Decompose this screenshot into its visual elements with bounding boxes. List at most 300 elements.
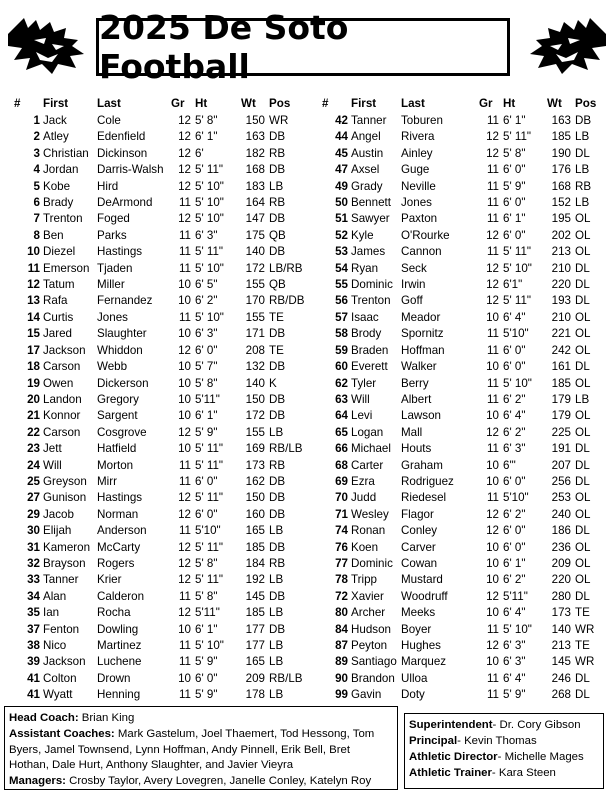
player-last-name: Hatfield <box>97 442 137 456</box>
player-position: DB <box>269 360 286 374</box>
player-weight: 150 <box>245 392 265 406</box>
table-row <box>322 671 597 687</box>
player-position: DB <box>269 474 286 488</box>
player-height: 5' 10" <box>195 261 224 275</box>
player-last-name: Carver <box>401 540 436 554</box>
player-position: RB <box>269 458 286 472</box>
table-row <box>14 277 309 293</box>
player-last-name: Cosgrove <box>97 425 147 439</box>
player-grade: 11 <box>486 343 499 357</box>
player-grade: 10 <box>486 474 499 488</box>
player-weight: 165 <box>245 655 265 669</box>
player-first-name: Will <box>351 392 370 406</box>
player-weight: 185 <box>551 130 571 144</box>
player-number: 3 <box>33 146 40 160</box>
player-last-name: Irwin <box>401 278 426 292</box>
player-weight: 152 <box>551 196 571 210</box>
player-number: 89 <box>335 655 348 669</box>
player-height: 5' 9" <box>503 688 526 702</box>
player-number: 34 <box>27 589 40 603</box>
table-row <box>322 392 597 408</box>
table-row <box>14 589 309 605</box>
player-position: DB <box>269 491 286 505</box>
player-grade: 10 <box>486 540 499 554</box>
player-height: 5' 8" <box>195 114 218 127</box>
player-height: 6' 4" <box>503 310 526 324</box>
player-grade: 10 <box>178 360 191 374</box>
player-weight: 165 <box>245 524 265 538</box>
table-row <box>322 556 597 572</box>
player-last-name: Jones <box>97 310 128 324</box>
player-weight: 177 <box>245 622 265 636</box>
player-number: 4 <box>33 163 40 177</box>
player-height: 6' 4" <box>503 606 526 620</box>
player-last-name: Spornitz <box>401 327 444 341</box>
player-grade: 11 <box>486 688 499 702</box>
player-weight: 185 <box>551 376 571 390</box>
player-last-name: Hird <box>97 179 119 193</box>
player-number: 2 <box>33 130 40 144</box>
player-number: 66 <box>335 442 348 456</box>
player-height: 5' 8" <box>195 556 218 570</box>
header-gr: Gr <box>479 97 493 111</box>
table-row <box>322 523 597 539</box>
player-position: DB <box>269 245 286 259</box>
player-last-name: Goff <box>401 294 423 308</box>
player-number: 37 <box>27 622 40 636</box>
header-ht: Ht <box>195 97 208 111</box>
player-weight: 185 <box>245 606 265 620</box>
player-weight: 253 <box>551 491 571 505</box>
player-number: 12 <box>27 278 40 292</box>
player-weight: 280 <box>551 589 571 603</box>
player-grade: 10 <box>178 622 191 636</box>
player-position: WR <box>269 114 289 127</box>
player-position: LB <box>269 425 284 439</box>
managers-names: Crosby Taylor, Avery Lovegren, Janelle Conley, Katelyn Roy <box>65 775 372 788</box>
table-row <box>14 622 309 638</box>
player-grade: 12 <box>486 425 499 439</box>
table-row <box>14 293 309 309</box>
player-first-name: Brandon <box>351 671 395 685</box>
table-row <box>322 441 597 457</box>
player-position: WR <box>575 655 595 669</box>
player-first-name: Landon <box>43 392 82 406</box>
player-position: DB <box>269 327 286 341</box>
player-first-name: Carter <box>351 458 384 472</box>
player-last-name: Hoffman <box>401 343 445 357</box>
player-grade: 11 <box>486 376 499 390</box>
player-position: LB <box>575 130 590 144</box>
player-number: 53 <box>335 245 348 259</box>
header-ht: Ht <box>503 97 516 111</box>
player-height: 5' 10" <box>503 376 532 390</box>
player-height: 6' 0" <box>195 343 218 357</box>
header-num: # <box>322 97 329 111</box>
player-weight: 236 <box>551 540 571 554</box>
player-last-name: Seck <box>401 261 427 275</box>
player-height: 6'1" <box>503 278 523 292</box>
player-first-name: James <box>351 245 386 259</box>
header-wt: Wt <box>241 97 256 111</box>
player-grade: 10 <box>486 606 499 620</box>
table-row <box>14 408 309 424</box>
player-height: 5' 11" <box>503 130 532 144</box>
player-number: 42 <box>335 114 348 127</box>
table-row <box>322 277 597 293</box>
player-height: 6' 3" <box>503 655 526 669</box>
table-row <box>14 540 309 556</box>
player-number: 38 <box>27 639 40 652</box>
table-row <box>14 376 309 392</box>
player-number: 13 <box>27 294 40 308</box>
player-position: OL <box>575 310 591 324</box>
player-weight: 155 <box>245 310 265 324</box>
player-height: 5' 11" <box>195 245 224 259</box>
player-position: TE <box>575 639 590 652</box>
table-row <box>322 408 597 424</box>
player-grade: 11 <box>486 196 499 210</box>
player-grade: 12 <box>178 146 191 160</box>
player-last-name: McCarty <box>97 540 141 554</box>
player-position: OL <box>575 556 591 570</box>
player-weight: 210 <box>551 261 571 275</box>
player-last-name: DeArmond <box>97 196 153 210</box>
player-first-name: Brody <box>351 327 382 341</box>
player-weight: 176 <box>551 163 571 177</box>
player-weight: 145 <box>551 655 571 669</box>
player-number: 68 <box>335 458 348 472</box>
table-row <box>14 671 309 687</box>
player-grade: 12 <box>178 425 191 439</box>
table-row <box>322 179 597 195</box>
player-weight: 163 <box>551 114 571 127</box>
table-row <box>14 129 309 145</box>
player-last-name: Rocha <box>97 606 131 620</box>
header-last: Last <box>401 97 425 111</box>
superintendent-line <box>409 717 599 733</box>
header-first: First <box>43 97 69 111</box>
player-weight: 163 <box>245 130 265 144</box>
player-number: 27 <box>27 491 40 505</box>
player-last-name: Boyer <box>401 622 432 636</box>
player-position: OL <box>575 409 591 423</box>
player-weight: 170 <box>245 294 265 308</box>
player-number: 10 <box>27 245 40 259</box>
player-position: DL <box>575 589 590 603</box>
player-last-name: Drown <box>97 671 131 685</box>
player-number: 18 <box>27 360 40 374</box>
table-row <box>14 244 309 260</box>
player-number: 22 <box>27 425 40 439</box>
table-row <box>14 605 309 621</box>
player-last-name: Gregory <box>97 392 139 406</box>
player-first-name: Peyton <box>351 639 388 652</box>
player-number: 65 <box>335 425 348 439</box>
player-height: 5'11" <box>503 589 528 603</box>
table-row <box>14 654 309 670</box>
player-first-name: Ronan <box>351 524 386 538</box>
player-number: 5 <box>33 179 40 193</box>
player-first-name: Carson <box>43 425 81 439</box>
player-grade: 12 <box>178 130 191 144</box>
player-height: 5' 9" <box>195 688 218 702</box>
player-weight: 210 <box>551 310 571 324</box>
player-number: 59 <box>335 343 348 357</box>
header-wt: Wt <box>547 97 562 111</box>
player-last-name: Whiddon <box>97 343 143 357</box>
player-first-name: Will <box>43 458 62 472</box>
player-number: 41 <box>27 688 40 702</box>
player-grade: 12 <box>178 212 191 226</box>
table-row <box>14 556 309 572</box>
player-height: 5' 10" <box>195 310 224 324</box>
player-weight: 186 <box>551 524 571 538</box>
player-position: RB/DB <box>269 294 305 308</box>
player-grade: 11 <box>486 491 499 505</box>
player-position: LB <box>575 196 590 210</box>
player-first-name: Hudson <box>351 622 391 636</box>
player-grade: 12 <box>178 573 191 587</box>
table-row <box>322 638 597 654</box>
player-number: 64 <box>335 409 348 423</box>
player-weight: 268 <box>551 688 571 702</box>
player-first-name: Dominic <box>351 556 393 570</box>
header-pos: Pos <box>575 97 597 111</box>
player-position: OL <box>575 376 591 390</box>
player-weight: 132 <box>245 360 265 374</box>
player-position: OL <box>575 507 591 521</box>
table-row <box>14 638 309 654</box>
player-number: 8 <box>33 228 40 242</box>
player-number: 7 <box>33 212 40 226</box>
player-last-name: Darris-Walsh <box>97 163 164 177</box>
table-row <box>14 523 309 539</box>
player-grade: 12 <box>486 524 499 538</box>
player-position: DL <box>575 278 590 292</box>
player-weight: 220 <box>551 573 571 587</box>
player-position: DL <box>575 442 590 456</box>
player-weight: 171 <box>245 327 265 341</box>
player-height: 6' 0" <box>503 474 526 488</box>
player-number: 77 <box>335 556 348 570</box>
player-last-name: Dickerson <box>97 376 149 390</box>
player-number: 63 <box>335 392 348 406</box>
player-position: OL <box>575 212 591 226</box>
player-height: 5'11" <box>195 392 220 406</box>
player-height: 5' 8" <box>195 589 218 603</box>
athletic-director-line <box>409 749 599 765</box>
player-weight: 213 <box>551 639 571 652</box>
player-last-name: Flagor <box>401 507 434 521</box>
player-first-name: Curtis <box>43 310 74 324</box>
player-position: LB <box>269 524 284 538</box>
player-grade: 12 <box>178 606 191 620</box>
player-weight: 202 <box>551 228 571 242</box>
player-height: 5' 8" <box>503 146 526 160</box>
player-weight: 175 <box>245 228 265 242</box>
table-row <box>322 293 597 309</box>
table-row <box>14 392 309 408</box>
player-grade: 11 <box>486 671 499 685</box>
player-weight: 208 <box>245 343 265 357</box>
player-number: 29 <box>27 507 40 521</box>
player-height: 5' 9" <box>195 425 218 439</box>
player-weight: 177 <box>245 639 265 652</box>
player-first-name: Brayson <box>43 556 86 570</box>
player-number: 54 <box>335 261 348 275</box>
player-height: 5' 10" <box>195 212 224 226</box>
player-weight: 161 <box>551 360 571 374</box>
table-row <box>322 359 597 375</box>
player-grade: 12 <box>486 278 499 292</box>
player-weight: 242 <box>551 343 571 357</box>
player-height: 6' 0" <box>503 343 526 357</box>
page-title: 2025 De Soto Football <box>96 18 510 76</box>
player-height: 6' 2" <box>503 392 526 406</box>
administration-box <box>404 713 604 789</box>
player-grade: 10 <box>178 442 191 456</box>
player-number: 62 <box>335 376 348 390</box>
player-last-name: Hughes <box>401 639 441 652</box>
player-position: RB/LB <box>269 671 303 685</box>
player-first-name: Koen <box>351 540 379 554</box>
player-first-name: Dominic <box>351 278 393 292</box>
principal-line <box>409 733 599 749</box>
player-position: LB <box>269 179 284 193</box>
player-weight: 221 <box>551 327 571 341</box>
player-position: DB <box>269 130 286 144</box>
player-height: 5' 10" <box>503 261 532 275</box>
player-height: 5' 10" <box>503 622 532 636</box>
table-row <box>14 474 309 490</box>
player-last-name: Houts <box>401 442 432 456</box>
player-height: 5' 11" <box>195 573 224 587</box>
player-weight: 190 <box>551 146 571 160</box>
principal-name: - Kevin Thomas <box>457 735 537 747</box>
player-height: 6' 4" <box>503 671 526 685</box>
player-grade: 12 <box>486 261 499 275</box>
player-position: DB <box>269 212 286 226</box>
player-first-name: Grady <box>351 179 383 193</box>
player-last-name: Graham <box>401 458 443 472</box>
player-height: 6' 3" <box>195 228 218 242</box>
player-grade: 10 <box>178 376 191 390</box>
player-position: DL <box>575 524 590 538</box>
table-row <box>322 211 597 227</box>
player-weight: 179 <box>551 409 571 423</box>
player-height: 6' 0" <box>195 507 218 521</box>
player-height: 6' 1" <box>195 409 218 423</box>
player-last-name: Toburen <box>401 114 443 127</box>
player-number: 30 <box>27 524 40 538</box>
player-number: 57 <box>335 310 348 324</box>
player-position: RB <box>269 556 286 570</box>
player-number: 84 <box>335 622 348 636</box>
table-row <box>14 441 309 457</box>
player-position: DL <box>575 688 590 702</box>
wildcat-logo-icon <box>6 14 86 76</box>
player-first-name: Christian <box>43 146 89 160</box>
athletic-director-name: - Michelle Mages <box>497 751 584 763</box>
player-grade: 12 <box>178 179 191 193</box>
player-height: 6' 0" <box>503 524 526 538</box>
player-last-name: Rodriguez <box>401 474 454 488</box>
player-first-name: Archer <box>351 606 386 620</box>
player-number: 14 <box>27 310 40 324</box>
player-height: 5' 11" <box>503 294 532 308</box>
table-row <box>322 376 597 392</box>
player-weight: 191 <box>551 442 571 456</box>
table-row <box>322 195 597 211</box>
player-grade: 10 <box>486 655 499 669</box>
player-first-name: Diezel <box>43 245 76 259</box>
table-row <box>322 310 597 326</box>
player-first-name: Ryan <box>351 261 379 275</box>
player-last-name: Dickinson <box>97 146 148 160</box>
header-num: # <box>14 97 21 111</box>
player-grade: 10 <box>178 409 191 423</box>
player-height: 6' <box>195 146 204 160</box>
table-row <box>322 129 597 145</box>
player-height: 6' 0" <box>503 163 526 177</box>
player-number: 23 <box>27 442 40 456</box>
player-first-name: Jett <box>43 442 62 456</box>
player-number: 99 <box>335 688 348 702</box>
player-height: 6' 1" <box>503 212 526 226</box>
player-height: 5' 11" <box>195 491 224 505</box>
player-first-name: Levi <box>351 409 373 423</box>
player-grade: 12 <box>486 228 499 242</box>
player-grade: 11 <box>486 622 499 636</box>
player-position: LB <box>269 655 284 669</box>
player-first-name: Jack <box>43 114 67 127</box>
player-height: 6' 2" <box>503 425 526 439</box>
player-first-name: Michael <box>351 442 391 456</box>
player-last-name: Hastings <box>97 245 143 259</box>
table-row <box>322 261 597 277</box>
player-height: 6'" <box>503 458 516 472</box>
player-position: DB <box>269 589 286 603</box>
player-weight: 150 <box>245 491 265 505</box>
player-last-name: Webb <box>97 360 128 374</box>
table-row <box>322 540 597 556</box>
table-row <box>14 228 309 244</box>
player-last-name: Cannon <box>401 245 442 259</box>
player-height: 6' 0" <box>195 671 218 685</box>
player-grade: 11 <box>486 114 499 127</box>
player-first-name: Fenton <box>43 622 80 636</box>
player-position: LB <box>269 688 284 702</box>
player-weight: 209 <box>551 556 571 570</box>
player-position: TE <box>269 343 284 357</box>
player-grade: 11 <box>486 212 499 226</box>
player-height: 5' 8" <box>195 376 218 390</box>
player-last-name: Mall <box>401 425 423 439</box>
player-position: DB <box>269 507 286 521</box>
athletic-trainer-line <box>409 765 599 781</box>
player-number: 51 <box>335 212 348 226</box>
player-position: DB <box>269 392 286 406</box>
player-weight: 172 <box>245 409 265 423</box>
player-weight: 240 <box>551 507 571 521</box>
player-position: LB/RB <box>269 261 303 275</box>
player-weight: 256 <box>551 474 571 488</box>
player-last-name: Luchene <box>97 655 142 669</box>
player-height: 5' 9" <box>503 179 526 193</box>
player-height: 5'10" <box>195 524 221 538</box>
assistant-coaches-line <box>9 727 393 774</box>
